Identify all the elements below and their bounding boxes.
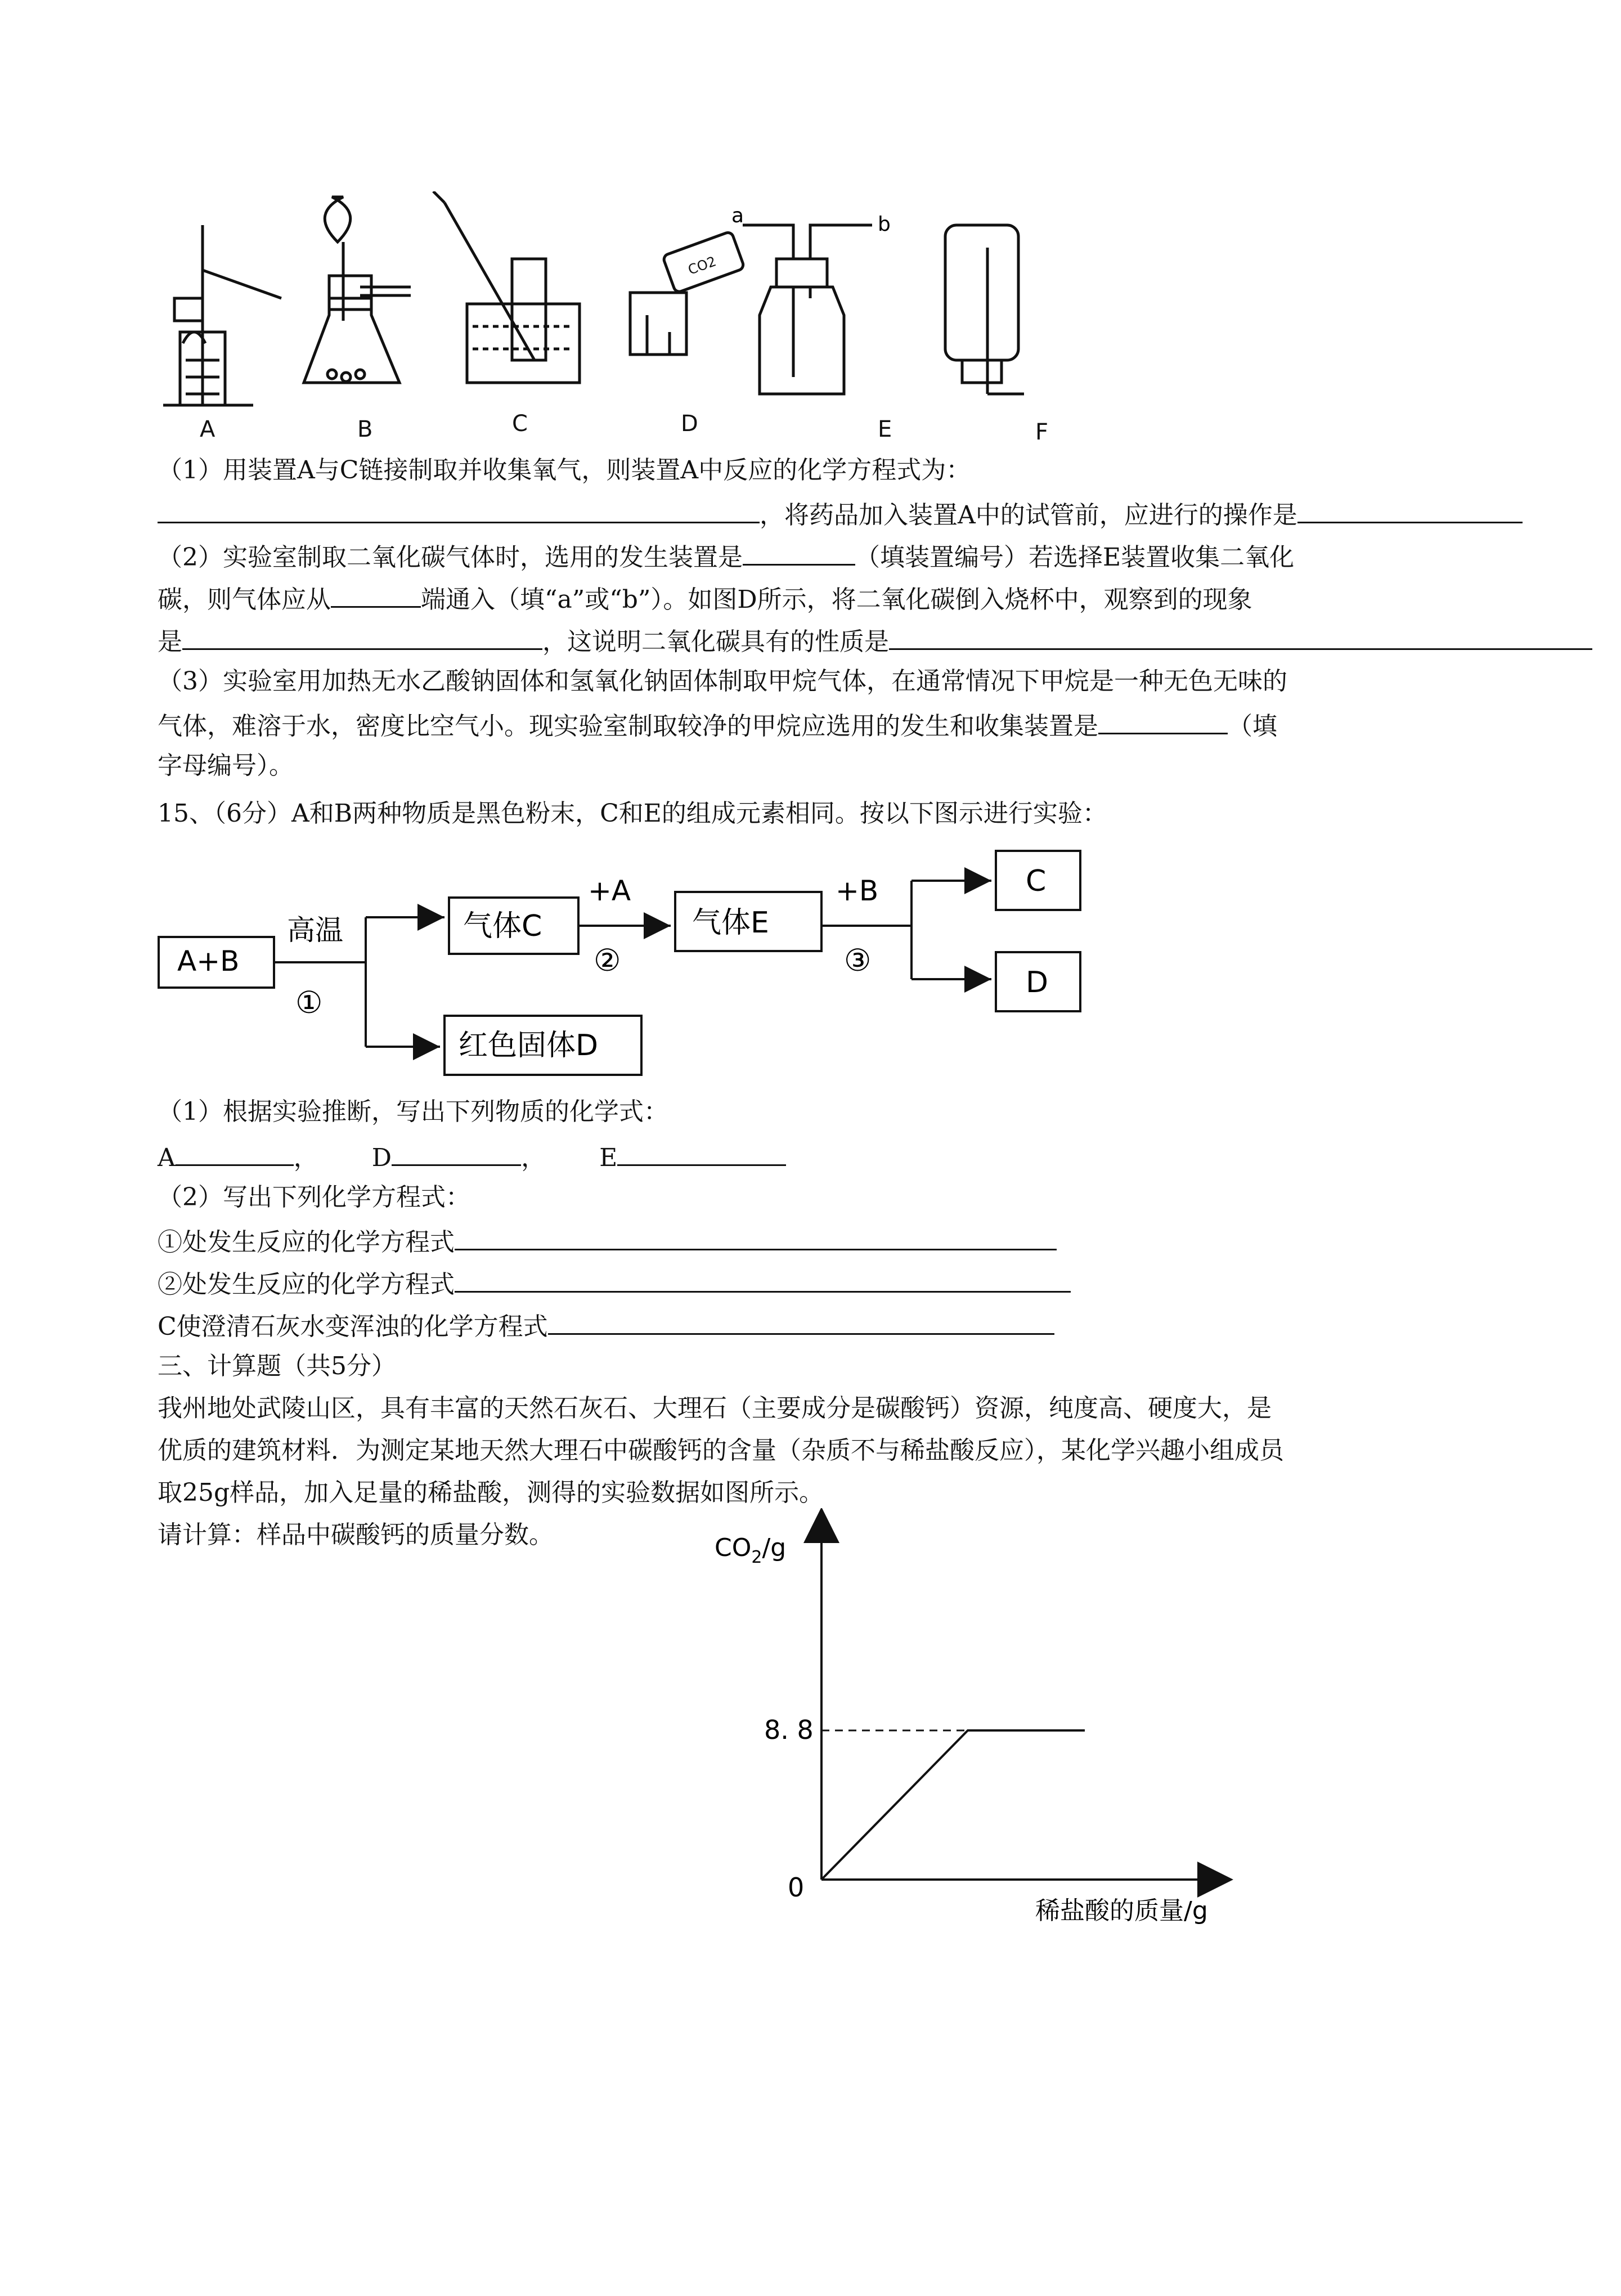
chart-y-label: $CO_2/g$ [715, 1533, 787, 1567]
label-f: F [1035, 419, 1049, 445]
q14-part2-line3: 是 ，这说明二氧化碳具有的性质是 [158, 624, 1592, 658]
q14-part3-line1: （3）实验室用加热无水乙酸钠固体和氢氧化钠固体制取甲烷气体，在通常情况下甲烷是一种无色无味的 [158, 667, 1287, 696]
blank-operation[interactable] [1297, 497, 1523, 523]
apparatus-figure [152, 191, 1120, 456]
blank-eq3[interactable] [548, 1308, 1054, 1335]
blank-methane-apparatus[interactable] [1098, 708, 1228, 734]
q14-part1-line1: （1）用装置A与C链接制取并收集氧气，则装置A中反应的化学方程式为： [158, 456, 971, 485]
chart-x-label: 稀盐酸的质量/g [1035, 1896, 1208, 1925]
blank-phenomenon[interactable] [182, 624, 542, 650]
blank-equation-a[interactable] [158, 497, 760, 523]
q15-eq2-line: ②处发生反应的化学方程式 [158, 1266, 1071, 1301]
blank-eq2[interactable] [455, 1266, 1071, 1293]
label-b: B [357, 416, 373, 442]
calc-heading: 三、计算题（共5分） [158, 1352, 396, 1380]
q15-eq1-line: ①处发生反应的化学方程式 [158, 1224, 1057, 1258]
apparatus-d-beaker [630, 231, 744, 355]
blank-property[interactable] [889, 624, 1592, 650]
flow-out-c-text: C [1026, 864, 1047, 898]
label-a: A [200, 416, 215, 442]
flow-gas-c-text: 气体C [463, 909, 542, 943]
chart-y-tick-label: 8. 8 [764, 1715, 814, 1745]
flow-step3-text: ③ [844, 943, 872, 978]
q15-flow-diagram [152, 844, 1108, 1092]
q15-sub2: （2）写出下列化学方程式： [158, 1183, 470, 1212]
chart-origin-label: 0 [788, 1872, 805, 1903]
flow-out-d-text: D [1026, 966, 1049, 999]
q14-part3-line3: 字母编号）。 [158, 751, 294, 780]
blank-formula-e[interactable] [617, 1140, 786, 1166]
blank-formula-d[interactable] [392, 1140, 521, 1166]
calc-para-line1: 我州地处武陵山区，具有丰富的天然石灰石、大理石（主要成分是碳酸钙）资源，纯度高、硬度大，是 [158, 1394, 1272, 1423]
calc-para-line2: 优质的建筑材料．为测定某地天然大理石中碳酸钙的含量（杂质不与稀盐酸反应），某化学兴趣小组成员 [158, 1436, 1284, 1465]
q15-sub1: （1）根据实验推断，写出下列物质的化学式： [158, 1097, 668, 1126]
apparatus-b-flask [304, 197, 411, 383]
flow-start-text: A+B [177, 945, 240, 977]
apparatus-e-bottle [743, 225, 872, 394]
q15-eq3-line: C使澄清石灰水变浑浊的化学方程式 [158, 1308, 1054, 1343]
flow-plus-b-text: +B [836, 875, 879, 907]
flow-gas-e-text: 气体E [692, 906, 769, 940]
bottle-d-text: CO2 [686, 253, 719, 278]
calc-para-line3: 取25g样品，加入足量的稀盐酸，测得的实验数据如图所示。 [158, 1478, 824, 1507]
label-d: D [681, 411, 698, 437]
q14-part2-line1: （2）实验室制取二氧化碳气体时，选用的发生装置是 （填装置编号）若选择E装置收集二氧化 [158, 539, 1294, 573]
q15-fill-line: A ， D ， E [158, 1140, 786, 1174]
flow-cond1-text: 高温 [287, 914, 343, 947]
blank-generator[interactable] [743, 539, 855, 566]
q14-part2-line2: 碳，则气体应从 端通入（填“a”或“b”）。如图D所示，将二氧化碳倒入烧杯中，观察到的现象 [158, 581, 1252, 616]
flow-step2-text: ② [594, 943, 621, 978]
blank-eq1[interactable] [455, 1224, 1057, 1250]
chart-series-line [821, 1730, 1085, 1880]
apparatus-a-heating [163, 225, 281, 405]
flow-red-solid-text: 红色固体D [459, 1029, 599, 1062]
q14-part3-line2: 气体，难溶于水，密度比空气小。现实验室制取较净的甲烷应选用的发生和收集装置是 （填 [158, 708, 1277, 742]
co2-mass-chart [698, 1508, 1260, 1936]
apparatus-f-inverted [945, 225, 1024, 394]
apparatus-c-trough [433, 191, 580, 383]
flow-step1-text: ① [295, 985, 323, 1020]
port-b-label: b [878, 213, 891, 236]
port-a-label: a [731, 204, 744, 227]
q15-intro: 15、（6分）A和B两种物质是黑色粉末，C和E的组成元素相同。按以下图示进行实验： [158, 799, 1107, 828]
label-e: E [878, 416, 892, 442]
flow-plus-a-text: +A [588, 875, 631, 907]
blank-formula-a[interactable] [176, 1140, 294, 1166]
blank-inlet[interactable] [331, 581, 421, 608]
label-c: C [512, 411, 528, 437]
q14-part1-line2: ，将药品加入装置A中的试管前，应进行的操作是 [158, 497, 1523, 531]
calc-question: 请计算：样品中碳酸钙的质量分数。 [158, 1521, 554, 1549]
